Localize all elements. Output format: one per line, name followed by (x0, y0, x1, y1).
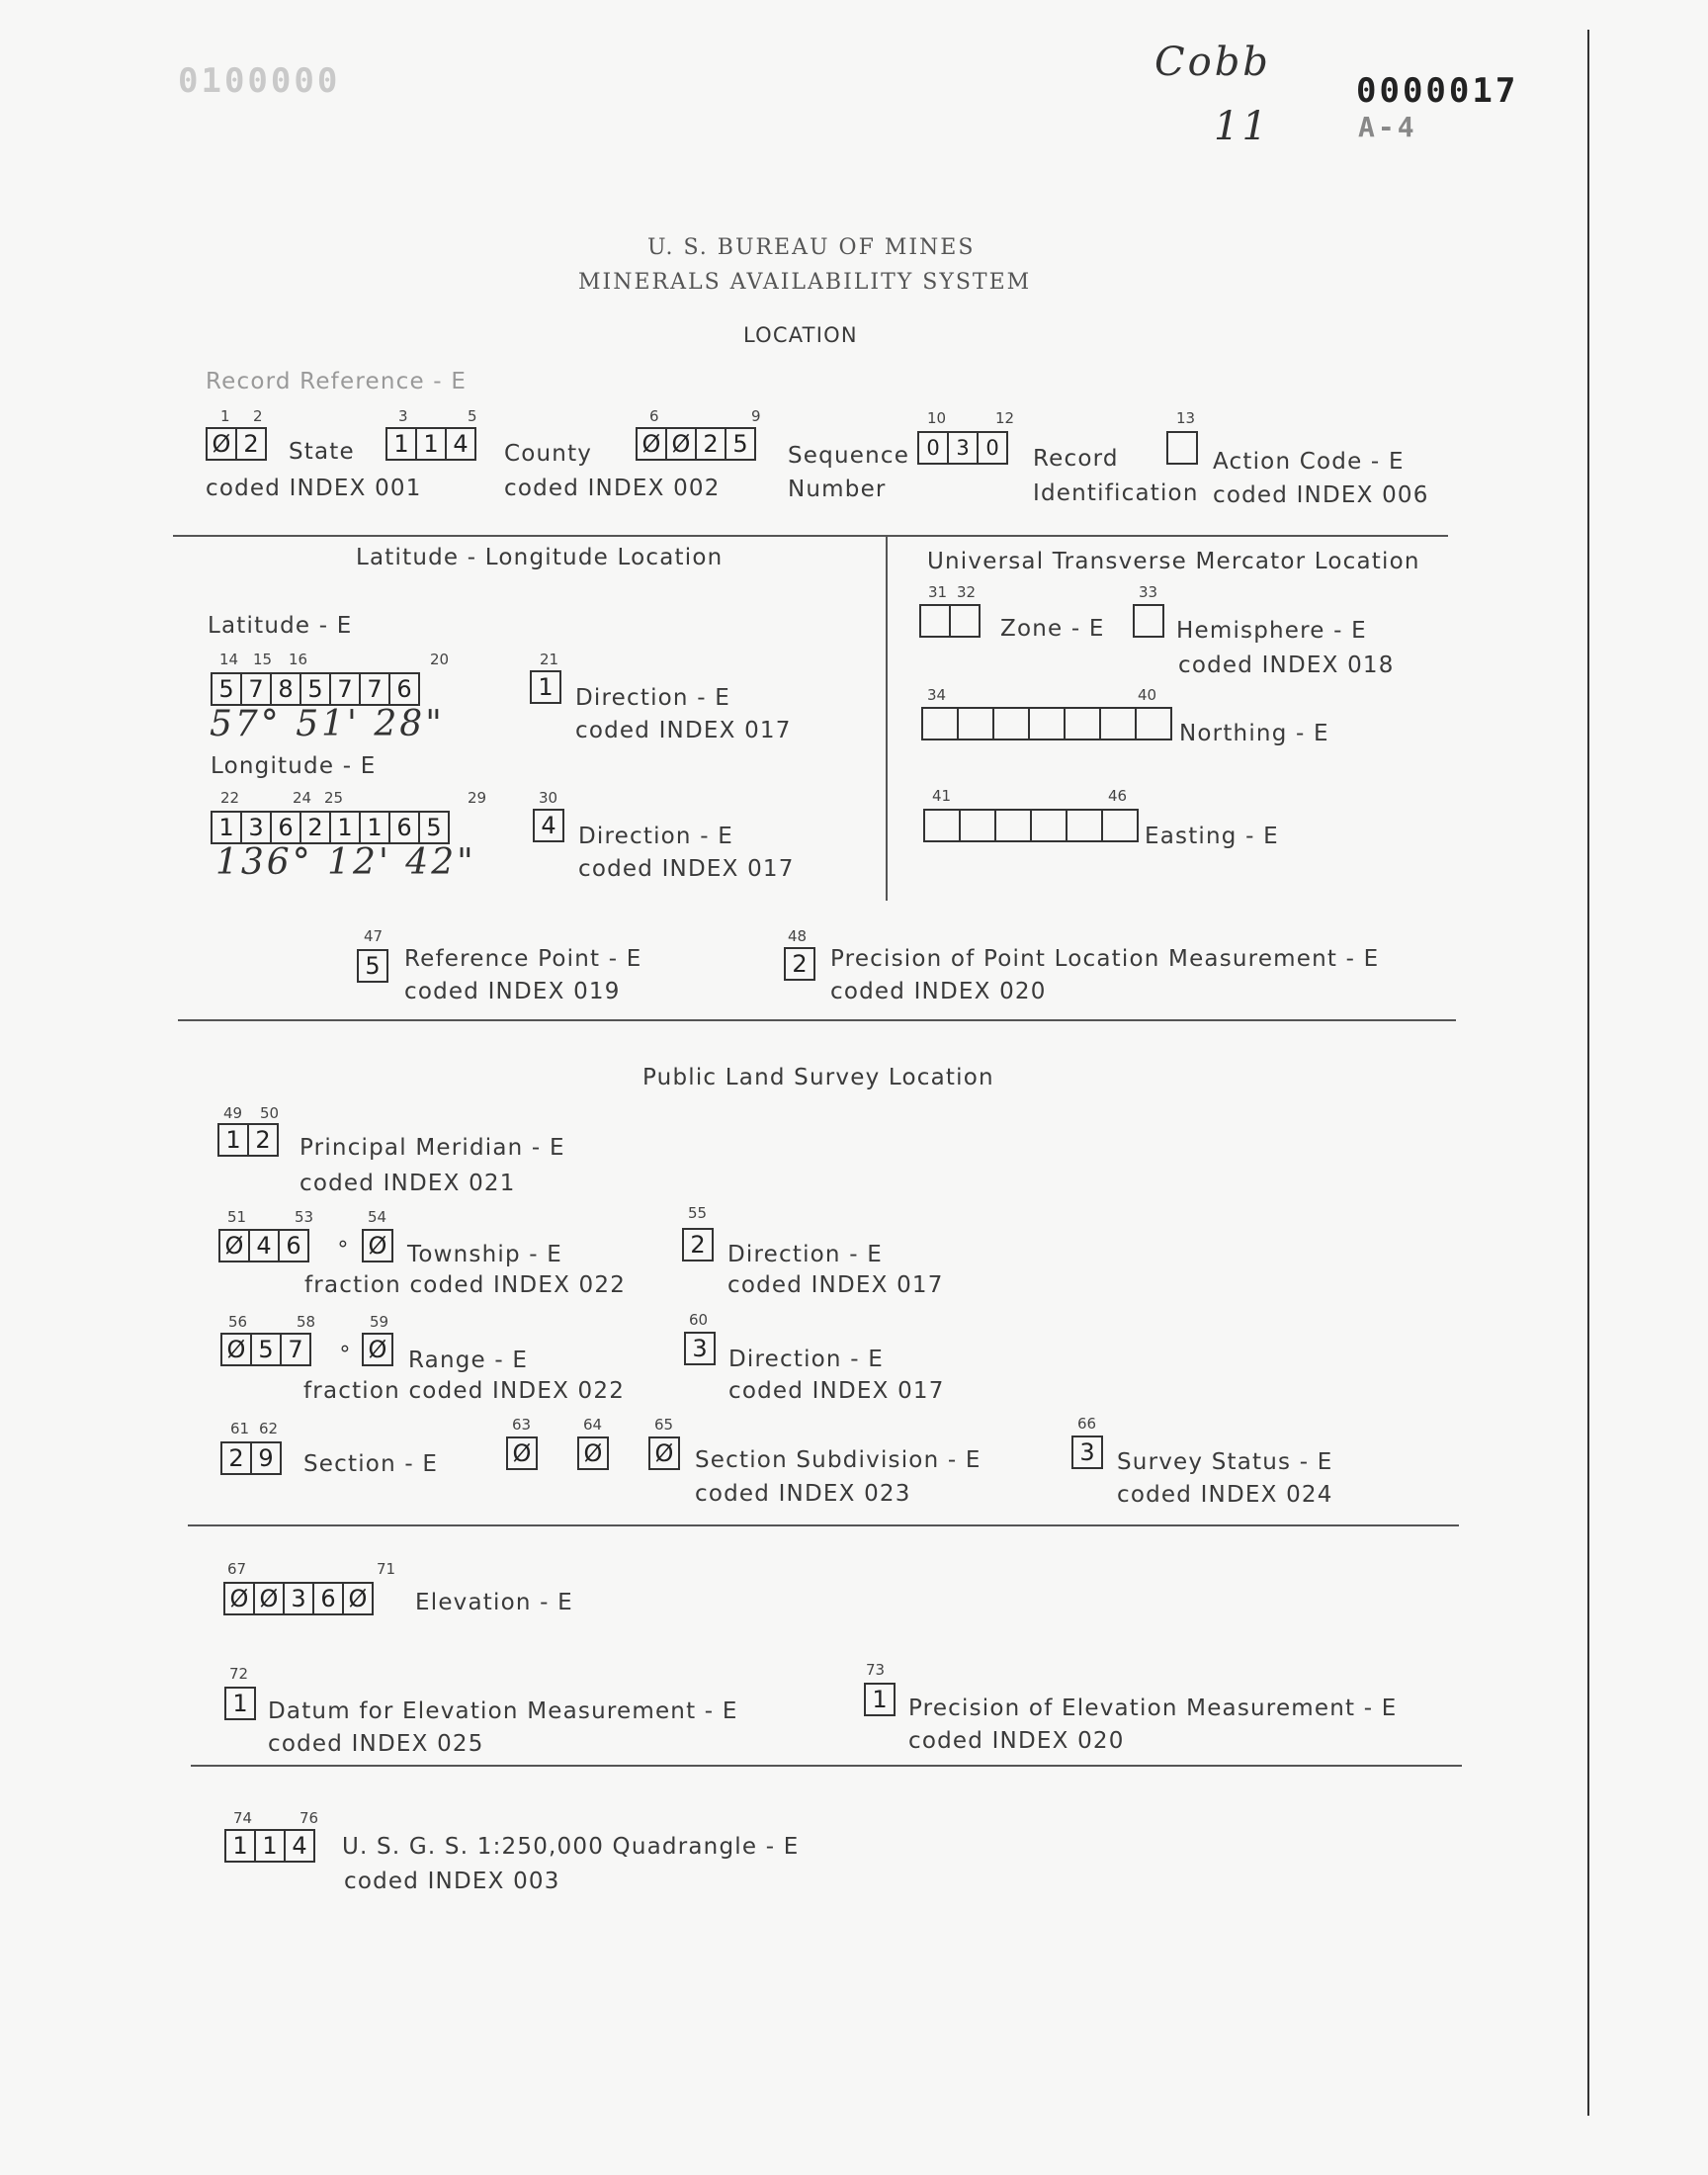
section-field[interactable] (220, 1441, 280, 1475)
hemisphere-label: Hemisphere - E (1176, 618, 1367, 644)
quadrangle-label: U. S. G. S. 1:250,000 Quadrangle - E (342, 1834, 800, 1860)
digit-box[interactable] (994, 809, 1032, 842)
digit-box[interactable]: 5 (211, 672, 242, 706)
digit-box[interactable]: 7 (240, 672, 272, 706)
digit-box[interactable]: 4 (248, 1229, 280, 1262)
digit-box[interactable]: Ø (206, 427, 237, 461)
col-number: 63 (512, 1416, 532, 1434)
col-number: 53 (295, 1208, 314, 1226)
col-number: 60 (689, 1311, 709, 1329)
document-number: 0000017 (1356, 71, 1519, 111)
section-subdivision-label: Section Subdivision - E (695, 1447, 982, 1473)
digit-box[interactable]: 6 (278, 1229, 309, 1262)
sequence-field[interactable] (636, 427, 754, 461)
system-heading: MINERALS AVAILABILITY SYSTEM (578, 270, 1032, 295)
digit-box[interactable] (992, 707, 1030, 740)
digit-box[interactable] (1066, 809, 1103, 842)
fraction-dot: ∘ (336, 1232, 350, 1257)
col-number: 25 (324, 789, 344, 807)
longitude-direction-label: Direction - E (578, 824, 733, 849)
digit-box[interactable]: 6 (312, 1582, 344, 1615)
handwritten-number: 11 (1214, 104, 1270, 149)
section-subdivision-sub: coded INDEX 023 (695, 1481, 911, 1507)
col-number: 41 (932, 787, 952, 805)
col-number: 33 (1139, 583, 1158, 601)
digit-box[interactable]: Ø (665, 427, 697, 461)
col-number: 48 (788, 927, 808, 945)
digit-box[interactable]: 3 (1071, 1436, 1103, 1469)
col-number: 32 (957, 583, 977, 601)
survey-status-label: Survey Status - E (1117, 1449, 1333, 1475)
digit-box[interactable]: 2 (695, 427, 726, 461)
record-id-field[interactable] (917, 431, 1006, 465)
sequence-label: Sequence (788, 443, 910, 469)
col-number: 34 (927, 686, 947, 704)
col-number: 55 (688, 1204, 708, 1222)
col-number: 30 (539, 789, 558, 807)
col-number: 72 (229, 1665, 249, 1683)
digit-box[interactable] (1166, 431, 1198, 465)
fraction-dot: ∘ (338, 1337, 352, 1361)
township-direction-label: Direction - E (727, 1242, 883, 1267)
digit-box[interactable]: 4 (284, 1829, 315, 1863)
digit-box[interactable]: 0 (917, 431, 949, 465)
digit-box[interactable]: Ø (223, 1582, 255, 1615)
digit-box[interactable] (923, 809, 961, 842)
action-code-field[interactable] (1166, 431, 1196, 465)
col-number: 56 (228, 1313, 248, 1331)
col-number: 5 (468, 407, 477, 425)
principal-meridian-field[interactable] (217, 1123, 277, 1157)
digit-box[interactable]: Ø (636, 427, 667, 461)
section-divider (178, 1019, 1456, 1021)
col-number: 74 (233, 1809, 253, 1827)
digit-box[interactable]: Ø (362, 1333, 393, 1366)
utm-section-title: Universal Transverse Mercator Location (927, 549, 1420, 574)
elevation-precision-label: Precision of Elevation Measurement - E (908, 1696, 1398, 1721)
digit-box[interactable]: 1 (224, 1687, 256, 1720)
col-number: 71 (377, 1560, 396, 1578)
digit-box[interactable] (1064, 707, 1101, 740)
digit-box[interactable] (921, 707, 959, 740)
digit-box[interactable]: 1 (254, 1829, 286, 1863)
section-divider (173, 535, 1448, 537)
subdivision-field-1[interactable] (506, 1436, 536, 1470)
ghost-number: 0100000 (178, 61, 341, 101)
county-field[interactable] (385, 427, 474, 461)
col-number: 20 (430, 651, 450, 668)
col-number: 12 (995, 409, 1015, 427)
range-direction-field[interactable] (684, 1332, 714, 1365)
digit-box[interactable]: 5 (725, 427, 756, 461)
reference-point-label: Reference Point - E (404, 946, 642, 972)
col-number: 67 (227, 1560, 247, 1578)
col-number: 62 (259, 1420, 279, 1437)
digit-box[interactable]: 1 (864, 1683, 896, 1716)
reference-point-sub: coded INDEX 019 (404, 979, 621, 1004)
elevation-datum-label: Datum for Elevation Measurement - E (268, 1698, 738, 1724)
col-number: 64 (583, 1416, 603, 1434)
digit-box[interactable]: Ø (648, 1436, 680, 1470)
state-sub-label: coded INDEX 001 (206, 476, 422, 501)
digit-box[interactable]: 2 (235, 427, 267, 461)
digit-box[interactable]: Ø (220, 1333, 252, 1366)
state-label: State (289, 439, 355, 465)
digit-box[interactable] (1030, 809, 1068, 842)
digit-box[interactable]: 1 (530, 670, 561, 704)
col-number: 50 (260, 1104, 280, 1122)
section-divider (188, 1524, 1459, 1526)
longitude-label: Longitude - E (211, 753, 377, 779)
county-sub-label: coded INDEX 002 (504, 476, 721, 501)
col-number: 6 (649, 407, 659, 425)
zone-field[interactable] (919, 604, 979, 638)
section-divider (191, 1765, 1462, 1767)
range-label: Range - E (408, 1348, 529, 1373)
col-number: 3 (398, 407, 408, 425)
principal-meridian-sub: coded INDEX 021 (299, 1171, 516, 1196)
col-number: 61 (230, 1420, 250, 1437)
zone-label: Zone - E (1000, 616, 1105, 642)
digit-box[interactable]: 3 (947, 431, 979, 465)
col-number: 16 (289, 651, 308, 668)
col-number: 51 (227, 1208, 247, 1226)
column-divider (886, 537, 888, 901)
action-code-sub-label: coded INDEX 006 (1213, 482, 1429, 508)
digit-box[interactable]: 2 (247, 1123, 279, 1157)
township-direction-field[interactable] (682, 1228, 712, 1262)
col-number: 24 (293, 789, 312, 807)
digit-box[interactable]: 7 (280, 1333, 311, 1366)
pls-section-title: Public Land Survey Location (642, 1065, 994, 1090)
digit-box[interactable]: 3 (283, 1582, 314, 1615)
action-code-label: Action Code - E (1213, 449, 1405, 475)
digit-box[interactable]: 5 (357, 949, 388, 983)
digit-box[interactable]: 5 (250, 1333, 282, 1366)
survey-status-sub: coded INDEX 024 (1117, 1482, 1333, 1508)
digit-box[interactable] (1099, 707, 1137, 740)
digit-box[interactable]: 1 (385, 427, 417, 461)
latlong-section-title: Latitude - Longitude Location (356, 545, 724, 570)
digit-box[interactable]: 2 (784, 947, 815, 981)
latitude-field[interactable] (211, 672, 418, 706)
col-number: 54 (368, 1208, 387, 1226)
digit-box[interactable]: 5 (299, 672, 331, 706)
col-number: 1 (220, 407, 230, 425)
digit-box[interactable] (1133, 604, 1164, 638)
range-fraction-field[interactable] (362, 1333, 391, 1366)
digit-box[interactable]: 1 (415, 427, 447, 461)
longitude-direction-sub: coded INDEX 017 (578, 856, 795, 882)
digit-box[interactable]: Ø (506, 1436, 538, 1470)
col-number: 22 (220, 789, 240, 807)
digit-box[interactable]: Ø (218, 1229, 250, 1262)
form-title: LOCATION (743, 323, 858, 347)
col-number: 58 (297, 1313, 316, 1331)
digit-box[interactable] (1101, 809, 1139, 842)
digit-box[interactable] (957, 707, 994, 740)
digit-box[interactable]: 8 (270, 672, 301, 706)
township-label: Township - E (407, 1242, 563, 1267)
digit-box[interactable] (949, 604, 981, 638)
digit-box[interactable] (1028, 707, 1066, 740)
col-number: 10 (927, 409, 947, 427)
document-sub-number: A-4 (1358, 111, 1417, 143)
sequence-sub-label: Number (788, 477, 887, 502)
col-number: 31 (928, 583, 948, 601)
col-number: 47 (364, 927, 384, 945)
col-number: 2 (253, 407, 263, 425)
subdivision-field-2[interactable] (577, 1436, 607, 1470)
digit-box[interactable]: Ø (577, 1436, 609, 1470)
col-number: 66 (1077, 1415, 1097, 1433)
digit-box[interactable]: Ø (342, 1582, 374, 1615)
digit-box[interactable] (959, 809, 996, 842)
northing-label: Northing - E (1179, 721, 1329, 746)
longitude-direction-field[interactable] (533, 809, 562, 842)
principal-meridian-label: Principal Meridian - E (299, 1135, 565, 1161)
col-number: 40 (1138, 686, 1157, 704)
digit-box[interactable]: 2 (299, 811, 331, 844)
digit-box[interactable]: 3 (240, 811, 272, 844)
survey-status-field[interactable] (1071, 1436, 1101, 1469)
elevation-datum-sub: coded INDEX 025 (268, 1731, 484, 1757)
easting-field[interactable] (923, 809, 1137, 842)
digit-box[interactable]: 7 (359, 672, 390, 706)
digit-box[interactable] (919, 604, 951, 638)
county-label: County (504, 441, 593, 467)
digit-box[interactable]: 4 (533, 809, 564, 842)
col-number: 46 (1108, 787, 1128, 805)
digit-box[interactable]: 1 (359, 811, 390, 844)
handwritten-name: Cobb (1154, 40, 1271, 85)
point-precision-sub: coded INDEX 020 (830, 979, 1047, 1004)
township-field[interactable] (218, 1229, 307, 1262)
elevation-label: Elevation - E (415, 1590, 573, 1615)
township-fraction-field[interactable] (362, 1229, 391, 1262)
digit-box[interactable]: Ø (253, 1582, 285, 1615)
digit-box[interactable]: 6 (270, 811, 301, 844)
col-number: 9 (751, 407, 761, 425)
digit-box[interactable]: 0 (977, 431, 1008, 465)
digit-box[interactable]: 1 (217, 1123, 249, 1157)
digit-box[interactable]: 7 (329, 672, 361, 706)
elevation-precision-sub: coded INDEX 020 (908, 1728, 1125, 1754)
quadrangle-field[interactable] (224, 1829, 313, 1863)
point-precision-field[interactable] (784, 947, 813, 981)
range-field[interactable] (220, 1333, 309, 1366)
agency-heading: U. S. BUREAU OF MINES (647, 235, 976, 260)
township-direction-sub: coded INDEX 017 (727, 1272, 944, 1298)
township-sub: fraction coded INDEX 022 (304, 1272, 627, 1298)
elevation-field[interactable] (223, 1582, 372, 1615)
digit-box[interactable]: 1 (211, 811, 242, 844)
digit-box[interactable]: Ø (362, 1229, 393, 1262)
col-number: 21 (540, 651, 559, 668)
digit-box[interactable]: 6 (388, 672, 420, 706)
range-sub: fraction coded INDEX 022 (303, 1378, 626, 1404)
col-number: 76 (299, 1809, 319, 1827)
col-number: 14 (219, 651, 239, 668)
right-page-edge (1587, 30, 1589, 2116)
subdivision-field-3[interactable] (648, 1436, 678, 1470)
longitude-handwritten: 136° 12' 42" (215, 842, 476, 883)
digit-box[interactable]: 9 (250, 1441, 282, 1475)
digit-box[interactable]: 3 (684, 1332, 716, 1365)
digit-box[interactable]: 2 (682, 1228, 714, 1262)
digit-box[interactable]: 6 (388, 811, 420, 844)
northing-field[interactable] (921, 707, 1170, 740)
quadrangle-sub: coded INDEX 003 (344, 1869, 560, 1894)
state-field[interactable] (206, 427, 265, 461)
latitude-label: Latitude - E (208, 613, 353, 639)
digit-box[interactable]: 2 (220, 1441, 252, 1475)
digit-box[interactable]: 5 (418, 811, 450, 844)
hemisphere-field[interactable] (1133, 604, 1162, 638)
latitude-direction-field[interactable] (530, 670, 559, 704)
section-label: Section - E (303, 1451, 439, 1477)
col-number: 15 (253, 651, 273, 668)
latitude-direction-sub: coded INDEX 017 (575, 718, 792, 743)
digit-box[interactable]: 1 (329, 811, 361, 844)
col-number: 65 (654, 1416, 674, 1434)
record-reference-label: Record Reference - E (206, 369, 468, 394)
digit-box[interactable]: 4 (445, 427, 476, 461)
col-number: 49 (223, 1104, 243, 1122)
col-number: 73 (866, 1661, 886, 1679)
point-precision-label: Precision of Point Location Measurement - E (830, 946, 1380, 972)
range-direction-sub: coded INDEX 017 (728, 1378, 945, 1404)
col-number: 29 (468, 789, 487, 807)
digit-box[interactable]: 1 (224, 1829, 256, 1863)
record-id-sub-label: Identification (1033, 480, 1199, 506)
latitude-direction-label: Direction - E (575, 685, 730, 711)
elevation-precision-field[interactable] (864, 1683, 894, 1716)
longitude-field[interactable] (211, 811, 448, 844)
easting-label: Easting - E (1145, 824, 1279, 849)
reference-point-field[interactable] (357, 949, 386, 983)
latitude-handwritten: 57° 51' 28" (210, 704, 445, 744)
range-direction-label: Direction - E (728, 1347, 884, 1372)
record-id-label: Record (1033, 446, 1119, 472)
col-number: 13 (1176, 409, 1196, 427)
hemisphere-sub: coded INDEX 018 (1178, 652, 1395, 678)
elevation-datum-field[interactable] (224, 1687, 254, 1720)
col-number: 59 (370, 1313, 389, 1331)
digit-box[interactable] (1135, 707, 1172, 740)
